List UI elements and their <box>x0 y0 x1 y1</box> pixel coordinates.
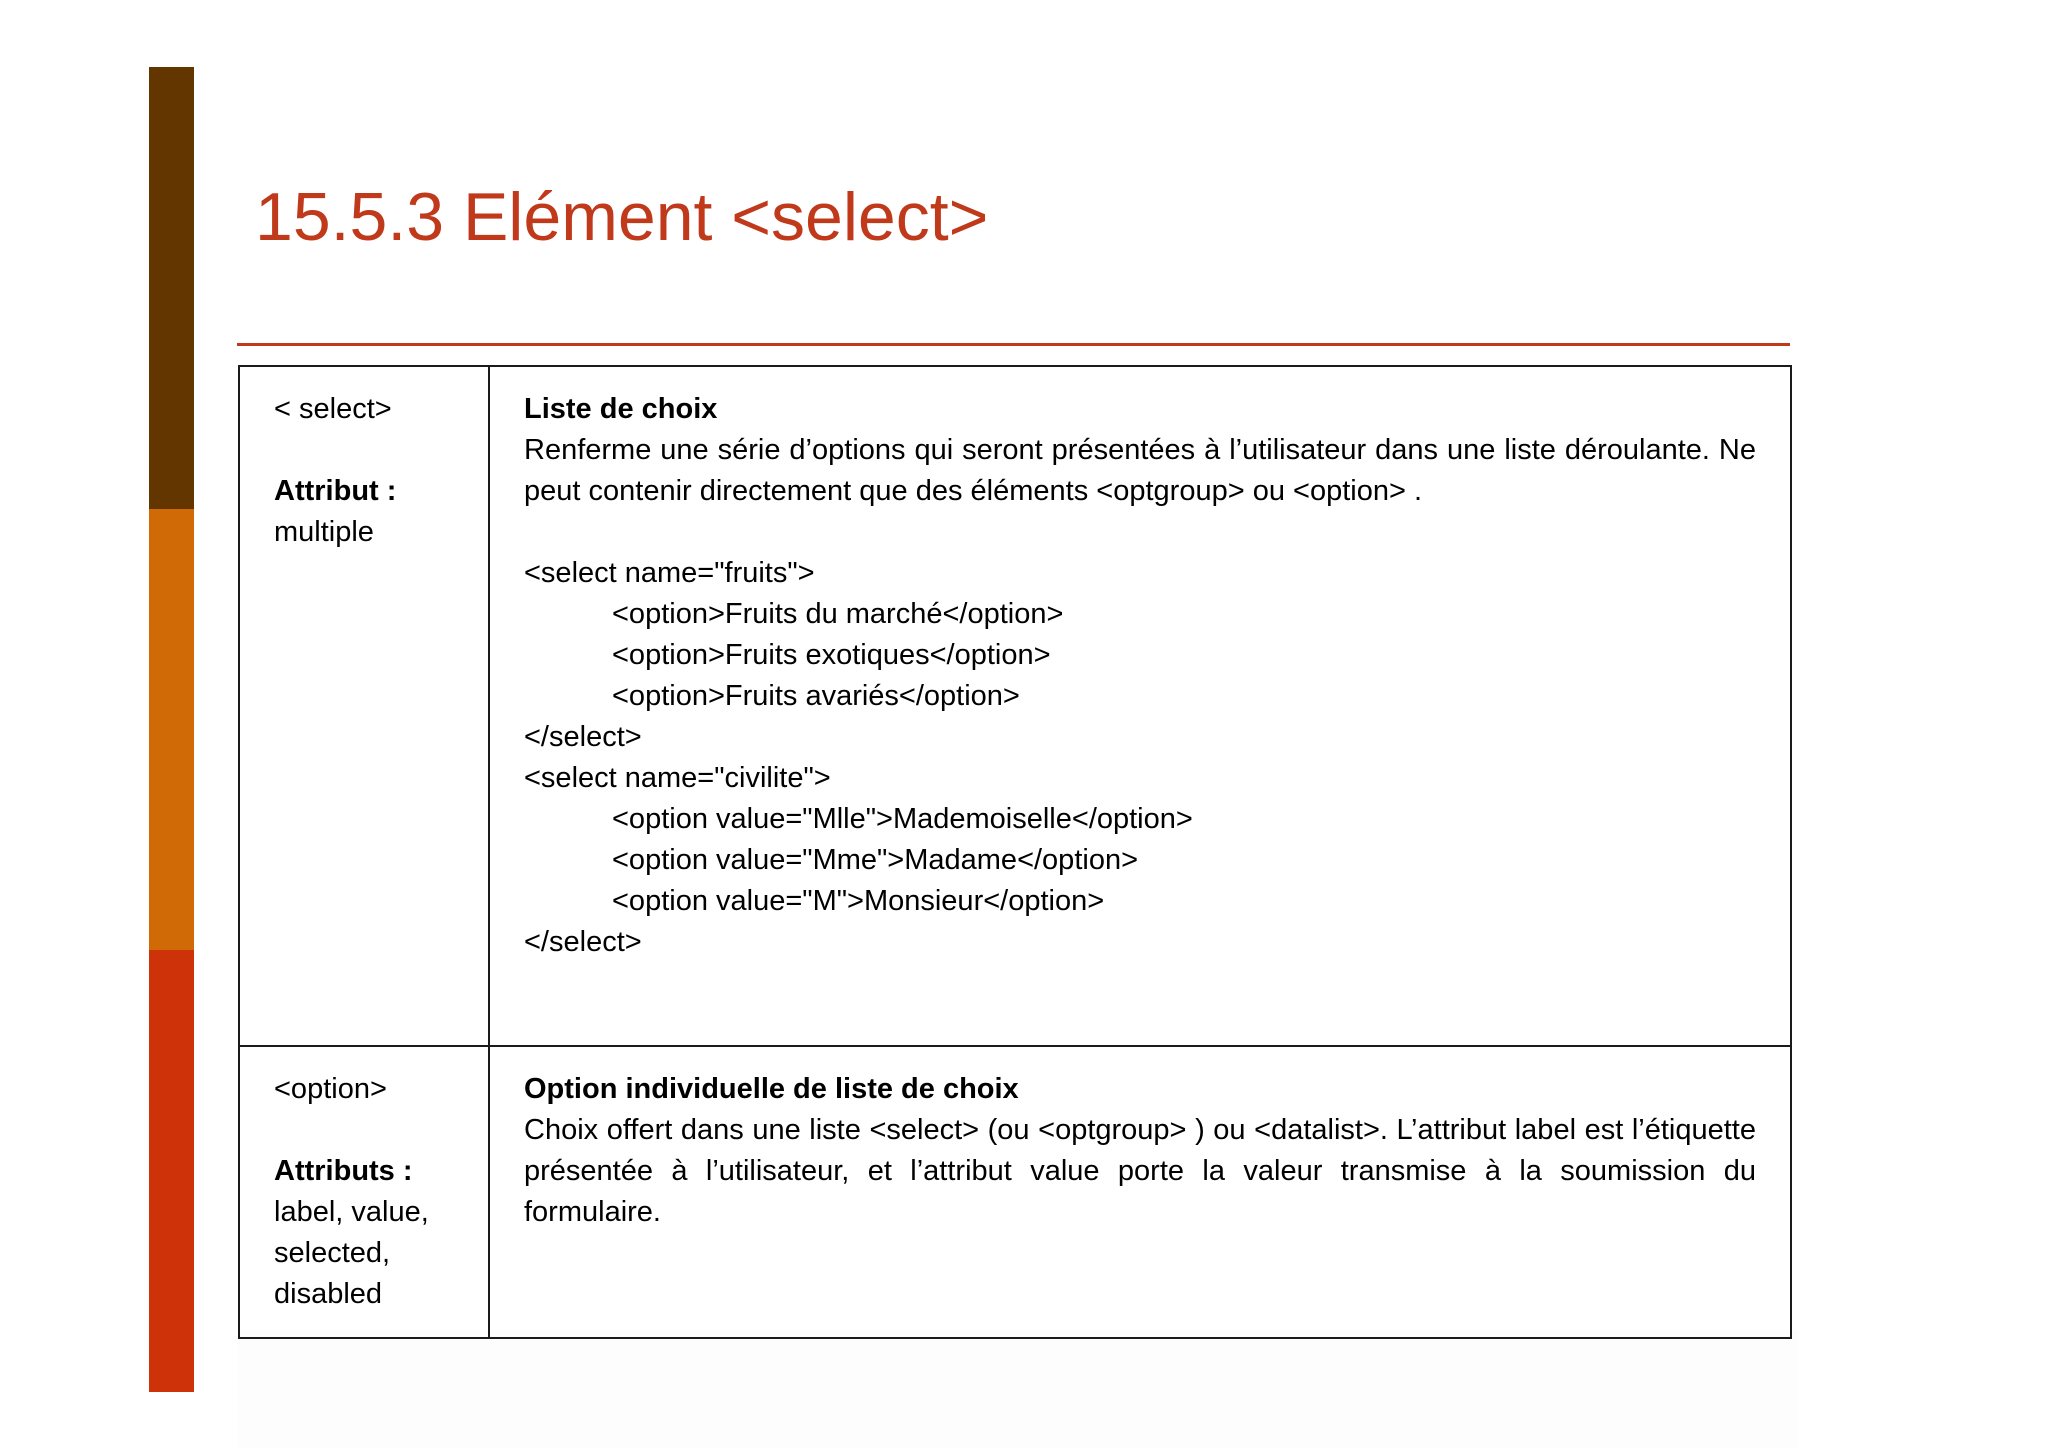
element-cell <box>239 1046 489 1338</box>
description-text: Choix offert dans une liste <select> (ou <optgroup> ) ou <datalist>. L’attribut label est l’étiquette présentée à l’utilisateur, et l’attribut value porte la valeur transmise à la soumission du formulaire. <box>524 1114 1756 1228</box>
description-cell <box>489 366 1791 1046</box>
accent-bar <box>149 67 194 1392</box>
title-divider <box>237 343 1790 346</box>
attributes-value: label, value, selected, disabled <box>274 1196 429 1310</box>
code-line: <select name="civilite"> <box>524 762 831 794</box>
attributes-label: Attribut : <box>274 475 397 507</box>
element-tag: <option> <box>274 1073 387 1105</box>
description-title: Liste de choix <box>524 393 718 425</box>
slide-title: 15.5.3 Elément <select> <box>255 179 989 255</box>
table-row-select <box>239 366 1791 1046</box>
accent-bar-middle <box>149 509 194 951</box>
code-line: <option value="Mme">Madame</option> <box>612 844 1139 876</box>
accent-bar-bottom <box>149 950 194 1392</box>
attributes-value: multiple <box>274 516 374 548</box>
description-cell <box>489 1046 1791 1338</box>
code-line: <option>Fruits exotiques</option> <box>612 639 1051 671</box>
element-cell <box>239 366 489 1046</box>
table-row-option <box>239 1046 1791 1338</box>
code-line: <option value="Mlle">Mademoiselle</option> <box>612 803 1193 835</box>
slide-background <box>238 1330 1798 1448</box>
accent-bar-top <box>149 67 194 509</box>
element-tag: < select> <box>274 393 392 425</box>
code-line: <option value="M">Monsieur</option> <box>612 885 1105 917</box>
code-example <box>524 553 1756 963</box>
description-title: Option individuelle de liste de choix <box>524 1073 1019 1105</box>
code-line: <select name="fruits"> <box>524 557 815 589</box>
attributes-label: Attributs : <box>274 1155 413 1187</box>
code-line: <option>Fruits du marché</option> <box>612 598 1064 630</box>
element-table <box>238 365 1792 1339</box>
code-line: </select> <box>524 926 642 958</box>
code-line: </select> <box>524 721 642 753</box>
description-text: Renferme une série d’options qui seront présentées à l’utilisateur dans une liste déroulante. Ne peut contenir directement que des éléments <optgroup> ou <option> . <box>524 434 1756 507</box>
code-line: <option>Fruits avariés</option> <box>612 680 1020 712</box>
